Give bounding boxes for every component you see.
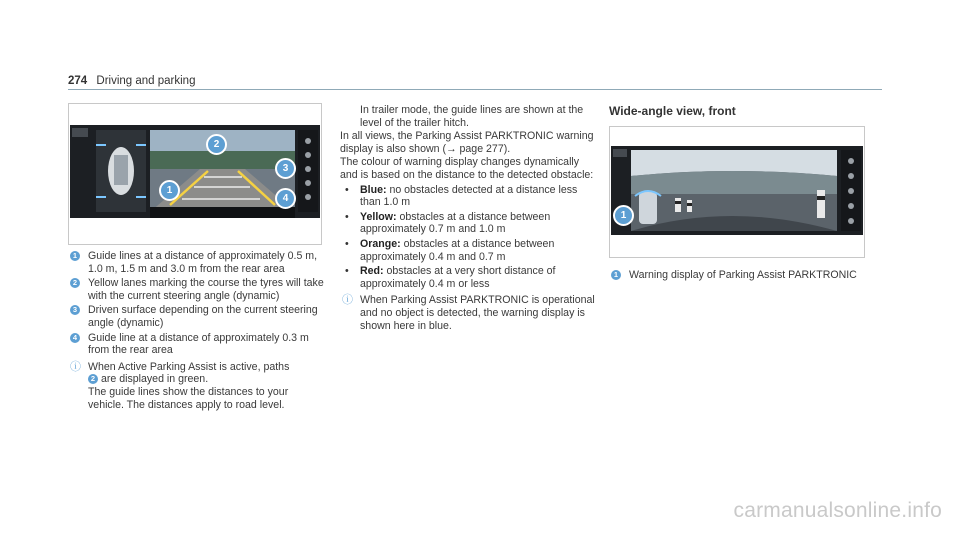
callout-4: 4 — [275, 188, 296, 209]
bullet-label: Yellow: — [360, 210, 397, 223]
info-note — [68, 361, 324, 411]
bullet-label: Red: — [360, 265, 384, 278]
bullet-item — [340, 184, 595, 209]
header-rule — [68, 89, 882, 90]
bullet-text: obstacles at a very short distance of approximately 0.4 m or less — [360, 265, 556, 290]
trailer-paragraph: In trailer mode, the guide lines are shown at the level of the trailer hitch. — [360, 104, 584, 129]
front-camera-figure — [609, 126, 865, 258]
callout-1: 1 — [159, 180, 180, 201]
bullet-item — [340, 265, 595, 290]
list-text: Yellow lanes marking the course the tyres will take with the current steering angle (dynamic) — [88, 277, 324, 302]
info-text-post: are displayed in green. — [100, 373, 209, 386]
info-text-pre: When Active Parking Assist is active, paths — [88, 360, 290, 373]
watermark: carmanualsonline.info — [733, 499, 942, 522]
left-column — [68, 250, 324, 411]
list-item — [68, 304, 324, 329]
middle-column — [340, 104, 595, 332]
bullet-text: obstacles at a distance between approximately 0.7 m and 1.0 m — [360, 210, 551, 236]
list-item — [68, 250, 324, 275]
views-paragraph — [340, 130, 595, 155]
list-text: Guide line at a distance of approximately 0.3 m from the rear area — [88, 331, 309, 357]
list-item — [68, 332, 324, 357]
arrow-icon: → — [445, 142, 457, 155]
camera-screen — [611, 146, 863, 235]
info-icon: ⓘ — [70, 360, 81, 373]
list-text: Warning display of Parking Assist PARKTRONIC — [629, 269, 857, 281]
list-number: 4 — [70, 333, 80, 343]
views-text: In all views, the Parking Assist PARKTRONIC warning display is also shown ( — [340, 130, 594, 155]
info-text: When Parking Assist PARKTRONIC is operational and no object is detected, the warning display is shown here in blue. — [360, 294, 595, 332]
list-text: Guide lines at a distance of approximately 0.5 m, 1.0 m, 1.5 m and 3.0 m from the rear area — [88, 250, 318, 275]
colour-paragraph: The colour of warning display changes dynamically and is based on the distance to the detected obstacle: — [340, 156, 594, 181]
inline-number: 2 — [88, 374, 98, 384]
callout-3: 3 — [275, 158, 296, 179]
list-text: Driven surface depending on the current steering angle (dynamic) — [88, 304, 318, 329]
right-legend — [609, 269, 863, 284]
bullet-text: obstacles at a distance between approximately 0.4 m and 0.7 m — [360, 237, 555, 263]
callout-1: 1 — [613, 205, 634, 226]
rear-camera-figure — [68, 103, 322, 245]
list-number: 2 — [70, 278, 80, 288]
list-number: 1 — [70, 251, 80, 261]
bullet-label: Blue: — [360, 183, 387, 196]
list-item — [68, 277, 324, 302]
list-item — [609, 269, 863, 282]
callout-2: 2 — [206, 134, 227, 155]
page-ref[interactable]: page 277). — [456, 142, 511, 155]
info-icon: ⓘ — [342, 294, 353, 307]
front-camera-image — [611, 146, 863, 235]
bullet-item — [340, 238, 595, 263]
section-heading: Wide-angle view, front — [609, 104, 736, 118]
page-number: 274 — [68, 75, 88, 87]
page-header — [68, 75, 195, 87]
section-title: Driving and parking — [96, 75, 196, 87]
info-text-2: The guide lines show the distances to your vehicle. The distances apply to road level. — [88, 385, 289, 411]
bullet-label: Orange: — [360, 237, 401, 250]
bullet-item — [340, 211, 595, 236]
info-note — [340, 294, 595, 332]
list-number: 3 — [70, 305, 80, 315]
bullet-text: no obstacles detected at a distance less than 1.0 m — [360, 183, 578, 209]
list-number: 1 — [611, 270, 621, 280]
